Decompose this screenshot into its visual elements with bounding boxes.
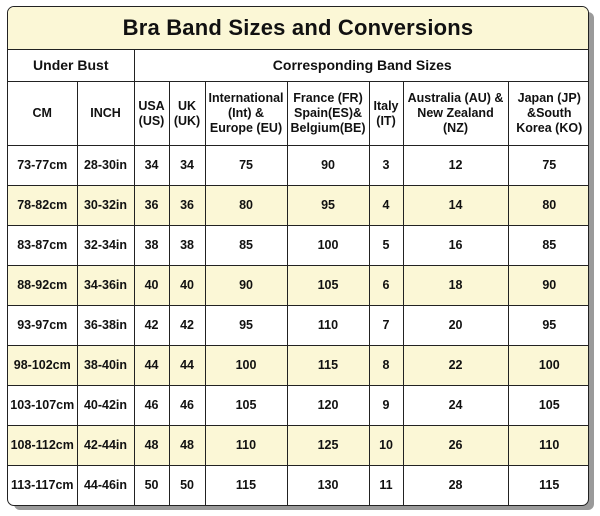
cell-japan-south-korea: 115 (508, 466, 589, 506)
table-row (8, 226, 589, 266)
cell-inch: 38-40in (77, 346, 134, 386)
cell-usa: 50 (134, 466, 169, 506)
cell-uk: 42 (169, 306, 205, 346)
cell-uk: 38 (169, 226, 205, 266)
cell-australia-new-zealand: 16 (403, 226, 508, 266)
cell-usa: 48 (134, 426, 169, 466)
column-header-usa: USA (US) (134, 82, 169, 146)
cell-france-spain-belgium: 130 (287, 466, 369, 506)
cell-cm: 83-87cm (8, 226, 77, 266)
cell-international-europe: 75 (205, 146, 287, 186)
chart-title: Bra Band Sizes and Conversions (8, 7, 588, 50)
cell-usa: 40 (134, 266, 169, 306)
cell-international-europe: 80 (205, 186, 287, 226)
cell-italy: 11 (369, 466, 403, 506)
cell-cm: 93-97cm (8, 306, 77, 346)
cell-usa: 46 (134, 386, 169, 426)
cell-japan-south-korea: 110 (508, 426, 589, 466)
cell-italy: 4 (369, 186, 403, 226)
cell-international-europe: 110 (205, 426, 287, 466)
cell-italy: 8 (369, 346, 403, 386)
cell-international-europe: 95 (205, 306, 287, 346)
cell-international-europe: 85 (205, 226, 287, 266)
cell-uk: 50 (169, 466, 205, 506)
table-row (8, 386, 589, 426)
column-header-row (8, 82, 589, 146)
cell-cm: 78-82cm (8, 186, 77, 226)
cell-australia-new-zealand: 14 (403, 186, 508, 226)
table-row (8, 346, 589, 386)
cell-inch: 32-34in (77, 226, 134, 266)
column-header-italy: Italy (IT) (369, 82, 403, 146)
cell-uk: 36 (169, 186, 205, 226)
cell-cm: 108-112cm (8, 426, 77, 466)
cell-usa: 34 (134, 146, 169, 186)
cell-australia-new-zealand: 22 (403, 346, 508, 386)
cell-france-spain-belgium: 95 (287, 186, 369, 226)
cell-cm: 98-102cm (8, 346, 77, 386)
cell-cm: 88-92cm (8, 266, 77, 306)
table-row (8, 466, 589, 506)
cell-cm: 73-77cm (8, 146, 77, 186)
under-bust-header: Under Bust (8, 50, 134, 82)
table-row (8, 146, 589, 186)
table-row (8, 306, 589, 346)
cell-japan-south-korea: 90 (508, 266, 589, 306)
cell-australia-new-zealand: 20 (403, 306, 508, 346)
cell-italy: 5 (369, 226, 403, 266)
cell-australia-new-zealand: 28 (403, 466, 508, 506)
cell-france-spain-belgium: 120 (287, 386, 369, 426)
cell-international-europe: 90 (205, 266, 287, 306)
size-rows (8, 146, 589, 506)
cell-france-spain-belgium: 110 (287, 306, 369, 346)
table-row (8, 426, 589, 466)
cell-uk: 40 (169, 266, 205, 306)
cell-international-europe: 105 (205, 386, 287, 426)
cell-france-spain-belgium: 100 (287, 226, 369, 266)
cell-france-spain-belgium: 105 (287, 266, 369, 306)
cell-cm: 103-107cm (8, 386, 77, 426)
cell-japan-south-korea: 75 (508, 146, 589, 186)
cell-italy: 3 (369, 146, 403, 186)
cell-france-spain-belgium: 115 (287, 346, 369, 386)
cell-uk: 46 (169, 386, 205, 426)
cell-japan-south-korea: 100 (508, 346, 589, 386)
cell-japan-south-korea: 85 (508, 226, 589, 266)
cell-cm: 113-117cm (8, 466, 77, 506)
cell-international-europe: 115 (205, 466, 287, 506)
cell-inch: 40-42in (77, 386, 134, 426)
cell-usa: 42 (134, 306, 169, 346)
cell-italy: 9 (369, 386, 403, 426)
cell-italy: 7 (369, 306, 403, 346)
cell-inch: 30-32in (77, 186, 134, 226)
cell-usa: 44 (134, 346, 169, 386)
column-header-international-europe: International (Int) & Europe (EU) (205, 82, 287, 146)
cell-japan-south-korea: 95 (508, 306, 589, 346)
cell-italy: 6 (369, 266, 403, 306)
cell-australia-new-zealand: 24 (403, 386, 508, 426)
cell-uk: 44 (169, 346, 205, 386)
cell-uk: 48 (169, 426, 205, 466)
cell-australia-new-zealand: 18 (403, 266, 508, 306)
cell-international-europe: 100 (205, 346, 287, 386)
cell-usa: 38 (134, 226, 169, 266)
column-header-uk: UK (UK) (169, 82, 205, 146)
cell-japan-south-korea: 80 (508, 186, 589, 226)
corresponding-band-sizes-header: Corresponding Band Sizes (134, 50, 589, 82)
cell-inch: 44-46in (77, 466, 134, 506)
table-row (8, 186, 589, 226)
cell-uk: 34 (169, 146, 205, 186)
cell-usa: 36 (134, 186, 169, 226)
size-table (8, 50, 589, 505)
cell-france-spain-belgium: 125 (287, 426, 369, 466)
cell-italy: 10 (369, 426, 403, 466)
cell-japan-south-korea: 105 (508, 386, 589, 426)
cell-australia-new-zealand: 12 (403, 146, 508, 186)
column-header-japan-south-korea: Japan (JP) &South Korea (KO) (508, 82, 589, 146)
cell-france-spain-belgium: 90 (287, 146, 369, 186)
size-chart-card (7, 6, 589, 506)
column-header-australia-new-zealand: Australia (AU) & New Zealand (NZ) (403, 82, 508, 146)
column-header-cm: CM (8, 82, 77, 146)
column-header-france-spain-belgium: France (FR) Spain(ES)& Belgium(BE) (287, 82, 369, 146)
cell-inch: 34-36in (77, 266, 134, 306)
table-row (8, 266, 589, 306)
cell-inch: 36-38in (77, 306, 134, 346)
cell-inch: 28-30in (77, 146, 134, 186)
group-header-row (8, 50, 589, 82)
column-header-inch: INCH (77, 82, 134, 146)
cell-inch: 42-44in (77, 426, 134, 466)
cell-australia-new-zealand: 26 (403, 426, 508, 466)
